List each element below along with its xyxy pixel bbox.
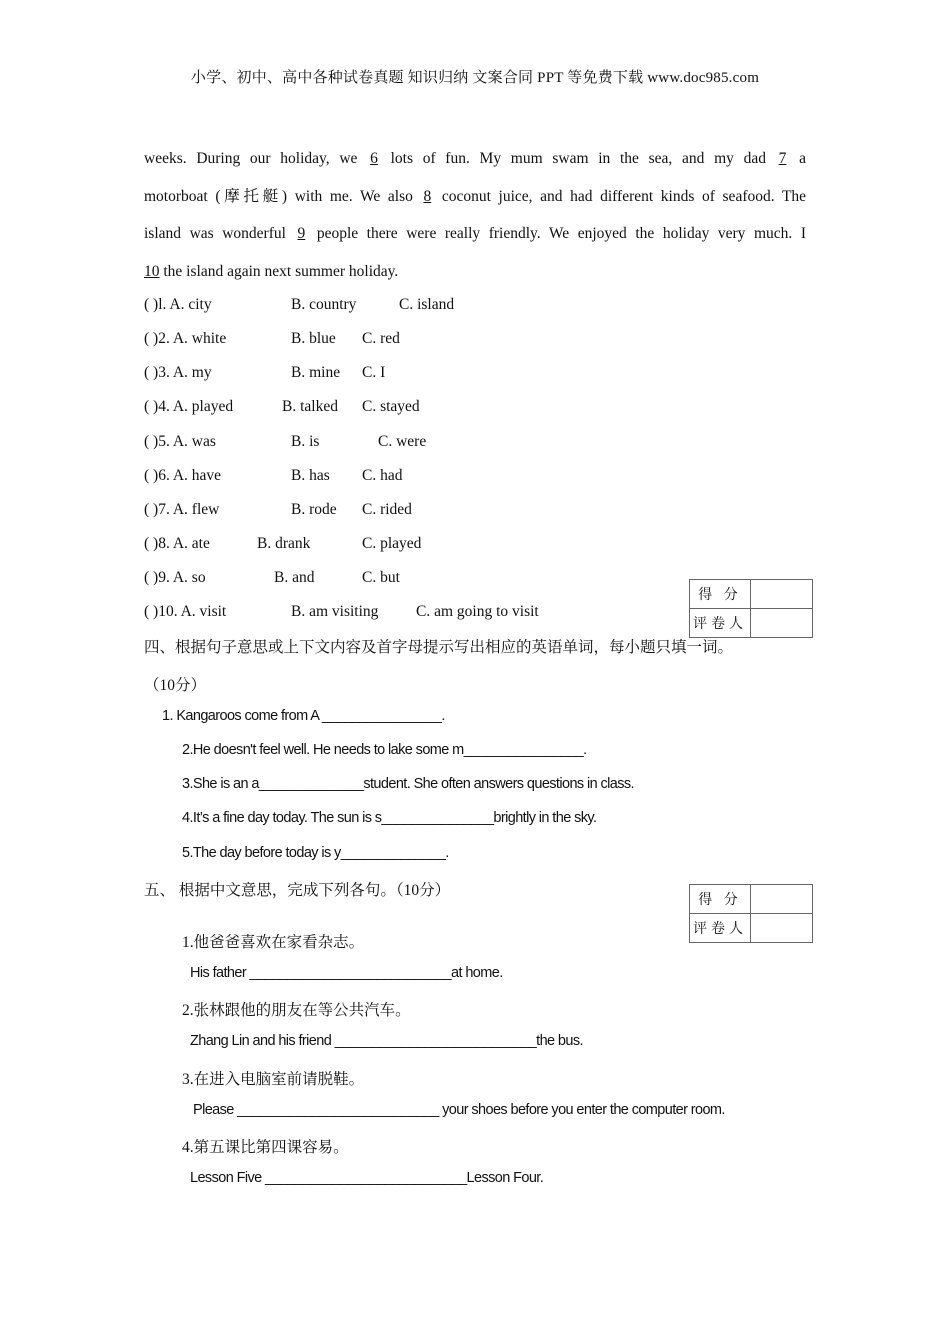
- section4-item-4: 4.It’s a fine day today. The sun is s_______________brightly in the sky.: [182, 810, 597, 826]
- section4-item-3: 3.She is an a______________student. She often answers questions in class.: [182, 776, 634, 792]
- blank-6: 6: [370, 150, 378, 167]
- score-cell[interactable]: [751, 885, 813, 914]
- section5-title: 五、 根据中文意思，完成下列各句。（10分）: [144, 882, 451, 899]
- section5-item-2-en: Zhang Lin and his friend ___________________________the bus.: [190, 1033, 583, 1049]
- grader-cell[interactable]: [751, 914, 813, 943]
- score-cell[interactable]: [751, 580, 813, 609]
- page-header: 小学、初中、高中各种试卷真题 知识归纳 文案合同 PPT 等免费下载 www.doc985.com: [190, 70, 760, 86]
- blank-7: 7: [778, 150, 787, 167]
- section4-item-2: 2.He doesn't feel well. He needs to lake some m________________.: [182, 742, 587, 758]
- cloze-passage: [144, 140, 806, 290]
- section4-title: 四、根据句子意思或上下文内容及首字母提示写出相应的英语单词，每小题只填一词。: [144, 639, 734, 656]
- blank-10: 10: [144, 262, 160, 280]
- grader-cell[interactable]: [751, 609, 813, 638]
- section4-points: （10分）: [144, 677, 207, 694]
- section5-item-3-cn: 3.在进入电脑室前请脱鞋。: [182, 1071, 365, 1088]
- grader-label: 评卷人: [690, 609, 751, 638]
- section5-item-3-en: Please ___________________________ your shoes before you enter the computer room.: [193, 1102, 725, 1118]
- blank-9: 9: [297, 225, 306, 242]
- score-box-section5: [689, 884, 813, 943]
- passage-line-2: motorboat (摩托艇) with me. We also 8 coconut juice, and had different kinds of seafood. The: [144, 187, 807, 205]
- passage-line-1: weeks. During our holiday, we 6 lots of fun. My mum swam in the sea, and my dad 7 a: [144, 150, 806, 167]
- grader-label: 评卷人: [690, 914, 751, 943]
- section5-item-2-cn: 2.张林跟他的朋友在等公共汽车。: [182, 1002, 411, 1019]
- score-label: 得 分: [690, 885, 751, 914]
- passage-line-4: 10 the island again next summer holiday.: [144, 262, 399, 280]
- blank-8: 8: [423, 187, 432, 205]
- section4-item-5: 5.The day before today is y______________.: [182, 845, 449, 861]
- section5-item-4-en: Lesson Five ___________________________Lesson Four.: [190, 1170, 544, 1186]
- score-box-section4: [689, 579, 813, 638]
- section5-item-4-cn: 4.第五课比第四课容易。: [182, 1139, 349, 1156]
- score-label: 得 分: [690, 580, 751, 609]
- section5-item-1-cn: 1.他爸爸喜欢在家看杂志。: [182, 934, 365, 951]
- passage-line-3: island was wonderful 9 people there were really friendly. We enjoyed the holiday very much. I: [144, 225, 807, 242]
- section4-item-1: 1. Kangaroos come from A ________________.: [162, 708, 445, 724]
- section5-item-1-en: His father ___________________________at home.: [190, 965, 503, 981]
